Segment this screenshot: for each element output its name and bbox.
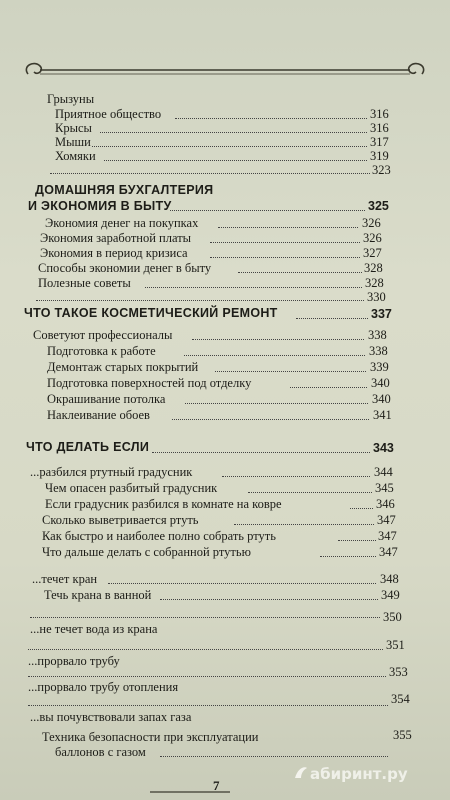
page-number: 339 bbox=[370, 360, 389, 374]
toc-item: баллонов с газом bbox=[55, 745, 146, 759]
dot-leader bbox=[218, 226, 358, 228]
toc-item: Демонтаж старых покрытий bbox=[47, 360, 199, 374]
dot-leader bbox=[192, 338, 364, 340]
page-number: 326 bbox=[362, 216, 381, 230]
section-title-rodents: Грызуны bbox=[47, 92, 95, 106]
dot-leader bbox=[28, 704, 388, 706]
toc-item: Экономия в период кризиса bbox=[40, 246, 188, 260]
dot-leader bbox=[215, 370, 366, 372]
dot-leader bbox=[238, 271, 362, 273]
toc-item: ...прорвало трубу bbox=[28, 654, 120, 668]
page-number: 347 bbox=[377, 513, 396, 527]
page-number: 338 bbox=[368, 328, 387, 342]
page-number: 316 bbox=[370, 121, 389, 135]
page-number: 349 bbox=[381, 588, 400, 602]
dot-leader bbox=[104, 159, 367, 161]
toc-item: Способы экономии денег в быту bbox=[38, 261, 212, 275]
dot-leader bbox=[320, 555, 376, 557]
dot-leader bbox=[350, 507, 373, 509]
section-title-line2: И ЭКОНОМИЯ В БЫТУ bbox=[28, 199, 172, 213]
toc-item: Техника безопасности при эксплуатации bbox=[42, 730, 259, 744]
toc-item: ...прорвало трубу отопления bbox=[28, 680, 179, 694]
page-number: 330 bbox=[367, 290, 386, 304]
page-number: 353 bbox=[389, 665, 408, 679]
dot-leader bbox=[210, 241, 360, 243]
page-number: 328 bbox=[364, 261, 383, 275]
toc-item: Сколько выветривается ртуть bbox=[42, 513, 199, 527]
toc-item: Крысы bbox=[55, 121, 92, 135]
toc-item: Что дальше делать с собранной ртутью bbox=[42, 545, 251, 559]
dot-leader bbox=[30, 616, 380, 618]
page-number: 347 bbox=[379, 545, 398, 559]
dot-leader bbox=[50, 172, 370, 174]
section-page-number: 337 bbox=[371, 307, 392, 321]
dot-leader bbox=[185, 402, 368, 404]
page-number: 351 bbox=[386, 638, 405, 652]
page-number: 345 bbox=[375, 481, 394, 495]
dot-leader bbox=[160, 598, 378, 600]
dot-leader bbox=[338, 539, 376, 541]
dot-leader bbox=[160, 755, 388, 757]
dot-leader bbox=[210, 256, 360, 258]
page-number: 355 bbox=[393, 728, 412, 742]
page-number: 354 bbox=[391, 692, 410, 706]
dot-leader bbox=[100, 131, 367, 133]
page-number: 316 bbox=[370, 107, 389, 121]
dot-leader bbox=[108, 582, 376, 584]
toc-item: Если градусник разбился в комнате на ковре bbox=[45, 497, 282, 511]
section-title-line1: ДОМАШНЯЯ БУХГАЛТЕРИЯ bbox=[35, 183, 214, 197]
dot-leader bbox=[152, 451, 370, 453]
dot-leader bbox=[28, 675, 386, 677]
dot-leader bbox=[184, 354, 365, 356]
watermark-text: абиринт.ру bbox=[310, 765, 408, 783]
section-page-number: 325 bbox=[368, 199, 389, 213]
toc-item: Окрашивание потолка bbox=[47, 392, 166, 406]
page-number: 340 bbox=[372, 392, 391, 406]
page-number: 350 bbox=[383, 610, 402, 624]
section-title-renovation: ЧТО ТАКОЕ КОСМЕТИЧЕСКИЙ РЕМОНТ bbox=[24, 306, 278, 320]
toc-item: ...разбился ртутный градусник bbox=[30, 465, 193, 479]
section-page-number: 343 bbox=[373, 441, 394, 455]
page-number: 326 bbox=[363, 231, 382, 245]
page-number: 348 bbox=[380, 572, 399, 586]
toc-item: Мыши bbox=[55, 135, 91, 149]
toc-item: Течь крана в ванной bbox=[44, 588, 152, 602]
toc-item: ...вы почувствовали запах газа bbox=[30, 710, 192, 724]
dot-leader bbox=[248, 491, 372, 493]
dot-leader bbox=[28, 648, 383, 650]
dot-leader bbox=[222, 475, 370, 477]
dot-leader bbox=[296, 317, 368, 319]
page-number: 323 bbox=[372, 163, 391, 177]
dot-leader bbox=[175, 117, 367, 119]
dot-leader bbox=[145, 286, 362, 288]
page-footer-number: 7 bbox=[213, 778, 220, 793]
page-number: 328 bbox=[365, 276, 384, 290]
page-number: 340 bbox=[371, 376, 390, 390]
toc-item: ...течет кран bbox=[32, 572, 98, 586]
toc-item: Советуют профессионалы bbox=[33, 328, 173, 342]
page-number: 341 bbox=[373, 408, 392, 422]
section-title-what-if: ЧТО ДЕЛАТЬ ЕСЛИ bbox=[26, 440, 150, 454]
page-number: 319 bbox=[370, 149, 389, 163]
page-number: 338 bbox=[369, 344, 388, 358]
toc-item: Хомяки bbox=[55, 149, 96, 163]
toc-item: Приятное общество bbox=[55, 107, 162, 121]
toc-item: ...не течет вода из крана bbox=[30, 622, 158, 636]
toc-item: Подготовка поверхностей под отделку bbox=[47, 376, 252, 390]
dot-leader bbox=[36, 299, 364, 301]
page-number: 347 bbox=[378, 529, 397, 543]
page-number: 344 bbox=[374, 465, 393, 479]
page-number: 346 bbox=[376, 497, 395, 511]
labirint-logo-icon bbox=[292, 764, 310, 782]
dot-leader bbox=[172, 418, 369, 420]
toc-item: Наклеивание обоев bbox=[47, 408, 150, 422]
dot-leader bbox=[170, 209, 365, 211]
dot-leader bbox=[234, 523, 374, 525]
toc-item: Как быстро и наиболее полно собрать ртуть bbox=[42, 529, 276, 543]
toc-item: Чем опасен разбитый градусник bbox=[45, 481, 218, 495]
toc-item: Экономия заработной платы bbox=[40, 231, 192, 245]
toc-item: Подготовка к работе bbox=[47, 344, 156, 358]
dot-leader bbox=[290, 386, 367, 388]
page-number: 317 bbox=[370, 135, 389, 149]
toc-item: Экономия денег на покупках bbox=[45, 216, 199, 230]
header-ornament bbox=[20, 56, 430, 84]
dot-leader bbox=[92, 145, 367, 147]
toc-item: Полезные советы bbox=[38, 276, 131, 290]
page-number: 327 bbox=[363, 246, 382, 260]
